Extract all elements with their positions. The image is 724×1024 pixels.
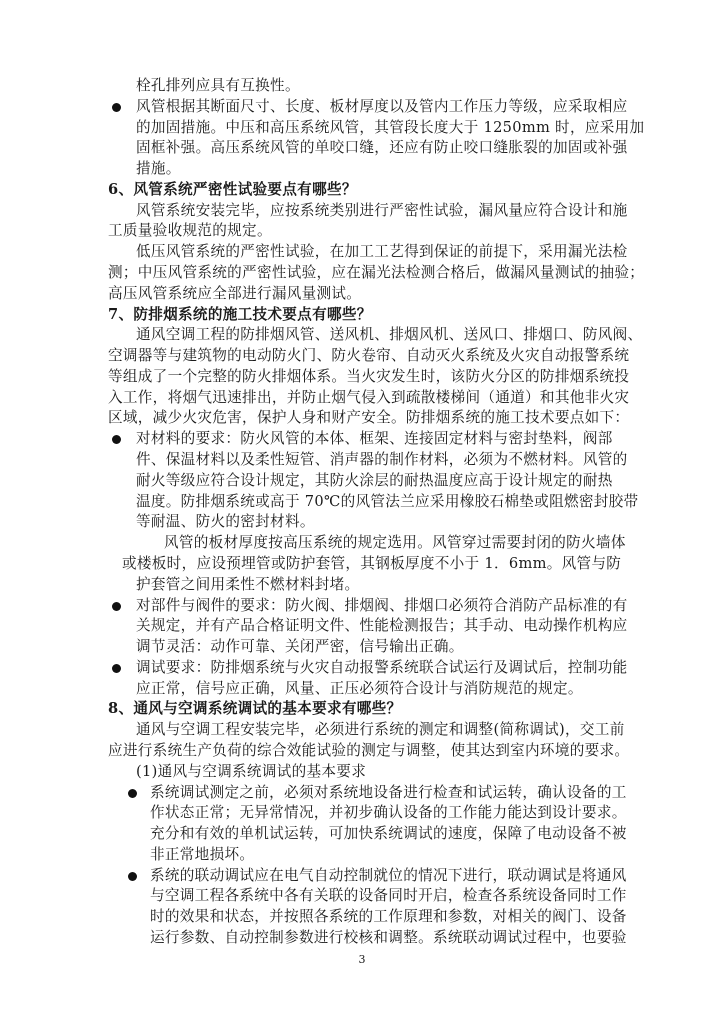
text-line: 时的效果和状态，并按照各系统的工作原理和参数，对相关的阀门、设备 (150, 908, 627, 926)
text-line: 措施。 (136, 160, 181, 178)
text-line: 调节灵活：动作可靠、关闭严密，信号输出正确。 (136, 638, 464, 656)
text-line: 低压风管系统的严密性试验，在加工工艺得到保证的前提下，采用漏光法检 (136, 243, 628, 261)
text-line: 风管的板材厚度按高压系统的规定选用。风管穿过需要封闭的防火墙体 (164, 534, 626, 552)
text-line: 作状态正常；无异常情况，并初步确认设备的工作能力能达到设计要求。 (150, 804, 627, 822)
text-line: 系统的联动调试应在电气自动控制就位的情况下进行，联动调试是将通风 (150, 866, 627, 884)
text-line: 空调器等与建筑物的电动防火门、防火卷帘、自动灭火系统及火灾自动报警系统 (108, 347, 630, 365)
section-heading: 6、风管系统严密性试验要点有哪些？ (108, 180, 357, 198)
text-line: 风管根据其断面尺寸、长度、板材厚度以及管内工作压力等级，应采取相应 (136, 97, 628, 115)
text-line: 件、保温材料以及柔性短管、消声器的制作材料，必须为不燃材料。风管的 (136, 451, 628, 469)
text-line: 的加固措施。中压和高压系统风管，其管段长度大于 1250mm 时，应采用加 (136, 118, 645, 136)
text-line: 或楼板时，应设预埋管或防护套管，其钢板厚度不小于 1．6mm。风管与防 (122, 554, 622, 572)
text-line: 与空调工程各系统中各有关联的设备同时开启，检查各系统设备同时工作 (150, 887, 627, 905)
bullet-icon (112, 435, 121, 444)
bullet-icon (128, 872, 137, 881)
text-line: 应正常，信号应正确，风量、正压必须符合设计与消防规范的规定。 (136, 679, 583, 697)
text-line: 通风空调工程的防排烟风管、送风机、排烟风机、送风口、排烟口、防风阀、 (136, 326, 643, 344)
text-line: 耐火等级应符合设计规定，其防火涂层的耐热温度应高于设计规定的耐热 (136, 471, 613, 489)
text-line: 通风与空调工程安装完毕，必须进行系统的测定和调整(简称调试)，交工前 (136, 721, 625, 739)
text-line: 系统调试测定之前，必须对系统地设备进行检查和试运转，确认设备的工 (150, 783, 627, 801)
text-line: 入工作，将烟气迅速排出，并防止烟气侵入到疏散楼梯间（通道）和其他非火灾 (108, 388, 630, 406)
text-line: (1)通风与空调系统调试的基本要求 (136, 762, 367, 780)
bullet-icon (128, 789, 137, 798)
text-line: 充分和有效的单机试运转，可加快系统调试的速度，保障了电动设备不被 (150, 825, 627, 843)
text-line: 运行参数、自动控制参数进行校核和调整。系统联动调试过程中，也要验 (150, 929, 627, 946)
bullet-icon (112, 664, 121, 673)
text-line: 等组成了一个完整的防火排烟体系。当火灾发生时，该防火分区的防排烟系统投 (108, 367, 630, 385)
text-line: 固框补强。高压系统风管的单咬口缝，还应有防止咬口缝胀裂的加固或补强 (136, 139, 628, 157)
bullet-icon (112, 602, 121, 611)
text-line: 护套管之间用柔性不燃材料封堵。 (136, 575, 360, 593)
page-number: 3 (358, 953, 366, 966)
text-line: 关规定，并有产品合格证明文件、性能检测报告；其手动、电动操作机构应 (136, 617, 628, 635)
text-line: 调试要求：防排烟系统与火灾自动报警系统联合试运行及调试后，控制功能 (136, 658, 628, 676)
section-heading: 7、防排烟系统的施工技术要点有哪些？ (108, 305, 372, 323)
text-line: 风管系统安装完毕，应按系统类别进行严密性试验，漏风量应符合设计和施 (136, 201, 628, 219)
text-line: 非正常地损坏。 (150, 845, 255, 863)
section-heading: 8、通风与空调系统调试的基本要求有哪些？ (108, 700, 402, 718)
text-line: 温度。防排烟系统或高于 70℃的风管法兰应采用橡胶石棉垫或阻燃密封胶带 (136, 492, 639, 510)
text-line: 对材料的要求：防火风管的本体、框架、连接固定材料与密封垫料，阀部 (136, 430, 613, 448)
text-line: 栓孔排列应具有互换性。 (136, 77, 300, 94)
text-line: 等耐温、防火的密封材料。 (136, 513, 315, 531)
text-line: 工质量验收规范的规定。 (108, 222, 272, 240)
text-line: 区域，减少火灾危害，保护人身和财产安全。防排烟系统的施工技术要点如下： (108, 409, 630, 427)
text-line: 高压风管系统应全部进行漏风量测试。 (108, 284, 362, 302)
text-line: 测；中压风管系统的严密性试验，应在漏光法检测合格后，做漏风量测试的抽验； (108, 264, 645, 282)
bullet-icon (112, 103, 121, 112)
text-line: 对部件与阀件的要求：防火阀、排烟阀、排烟口必须符合消防产品标准的有 (136, 596, 628, 614)
text-line: 应进行系统生产负荷的综合效能试验的测定与调整，使其达到室内环境的要求。 (108, 741, 630, 759)
